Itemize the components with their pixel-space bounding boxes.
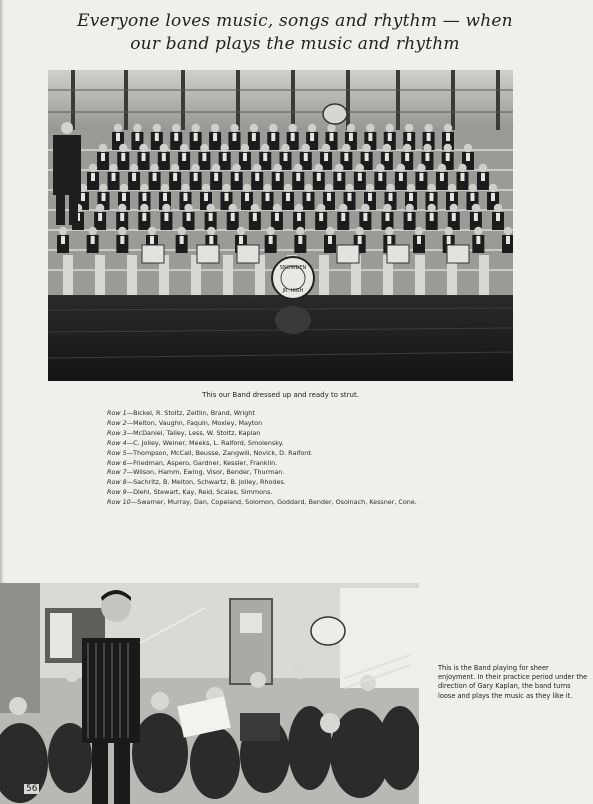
- roster-row: [107, 468, 527, 478]
- roster-row: [107, 429, 527, 439]
- roster-row: [107, 419, 527, 429]
- roster-row: [107, 498, 527, 508]
- row-label: Row 3: [107, 428, 127, 437]
- row-label: Row 7: [107, 468, 127, 477]
- row-label: Row 2: [107, 418, 127, 427]
- roster-row: [107, 478, 527, 488]
- row-names: —Friedman, Aspero, Gardner, Kessler, Franklin.: [126, 458, 278, 467]
- headline-line-1: Everyone loves music, songs and rhythm — when: [77, 11, 513, 31]
- row-label: Row 5: [107, 448, 127, 457]
- row-label: Row 10: [107, 498, 131, 507]
- row-names: —Diehl, Stewart, Kay, Reid, Scales, Simmons.: [126, 488, 273, 497]
- roster-row: [107, 409, 527, 419]
- row-names: —Melton, Vaughn, Faquin, Moxley, Mayton: [126, 418, 263, 427]
- row-names: —Thompson, McCall, Beusse, Zangwill, Novick, D. Raiford.: [126, 448, 313, 457]
- roster-row: [107, 459, 527, 469]
- page-headline: [60, 10, 530, 56]
- practice-photo-caption: This is the Band playing for sheer enjoyment. In their practice period under the direction of Gary Kaplan, the band turns loose and plays the music as they like it.: [438, 664, 588, 700]
- roster-list: [107, 409, 527, 508]
- row-label: Row 9: [107, 488, 127, 497]
- row-label: Row 1: [107, 409, 127, 417]
- headline-line-2: our band plays the music and rhythm: [130, 34, 460, 54]
- roster-row: [107, 488, 527, 498]
- drum-text-bottom: JR. HIGH: [282, 288, 304, 294]
- row-names: —C. Jolley, Weiner, Meeks, L. Raiford, Smolensky.: [126, 438, 284, 447]
- row-label: Row 6: [107, 458, 127, 467]
- row-names: —Swarner, Murray, Dan, Copeland, Solomon, Goddard, Bender, Osoinach, Kessner, Cone.: [130, 498, 417, 507]
- roster-row: [107, 439, 527, 449]
- row-names: —Bickel, R. Stoltz, Zeitlin, Brand, Wright: [126, 409, 255, 417]
- practice-photo: [0, 583, 419, 804]
- row-names: —McDaniel, Talley, Less, W. Stoltz, Kaplan: [126, 428, 261, 437]
- band-photo: [48, 70, 513, 381]
- roster-row: [107, 449, 527, 459]
- drum-text-top: SNOWDEN: [279, 265, 307, 271]
- page-number: 56: [26, 784, 38, 794]
- row-label: Row 4: [107, 438, 127, 447]
- band-photo-caption: This our Band dressed up and ready to strut.: [202, 391, 359, 399]
- row-names: —Sachritz, B. Melton, Schwartz, B. Jolley, Rhodes.: [126, 478, 286, 487]
- row-label: Row 8: [107, 478, 127, 487]
- row-names: —Wilson, Hamm, Ewing, Visor, Bender, Thurman.: [126, 468, 285, 477]
